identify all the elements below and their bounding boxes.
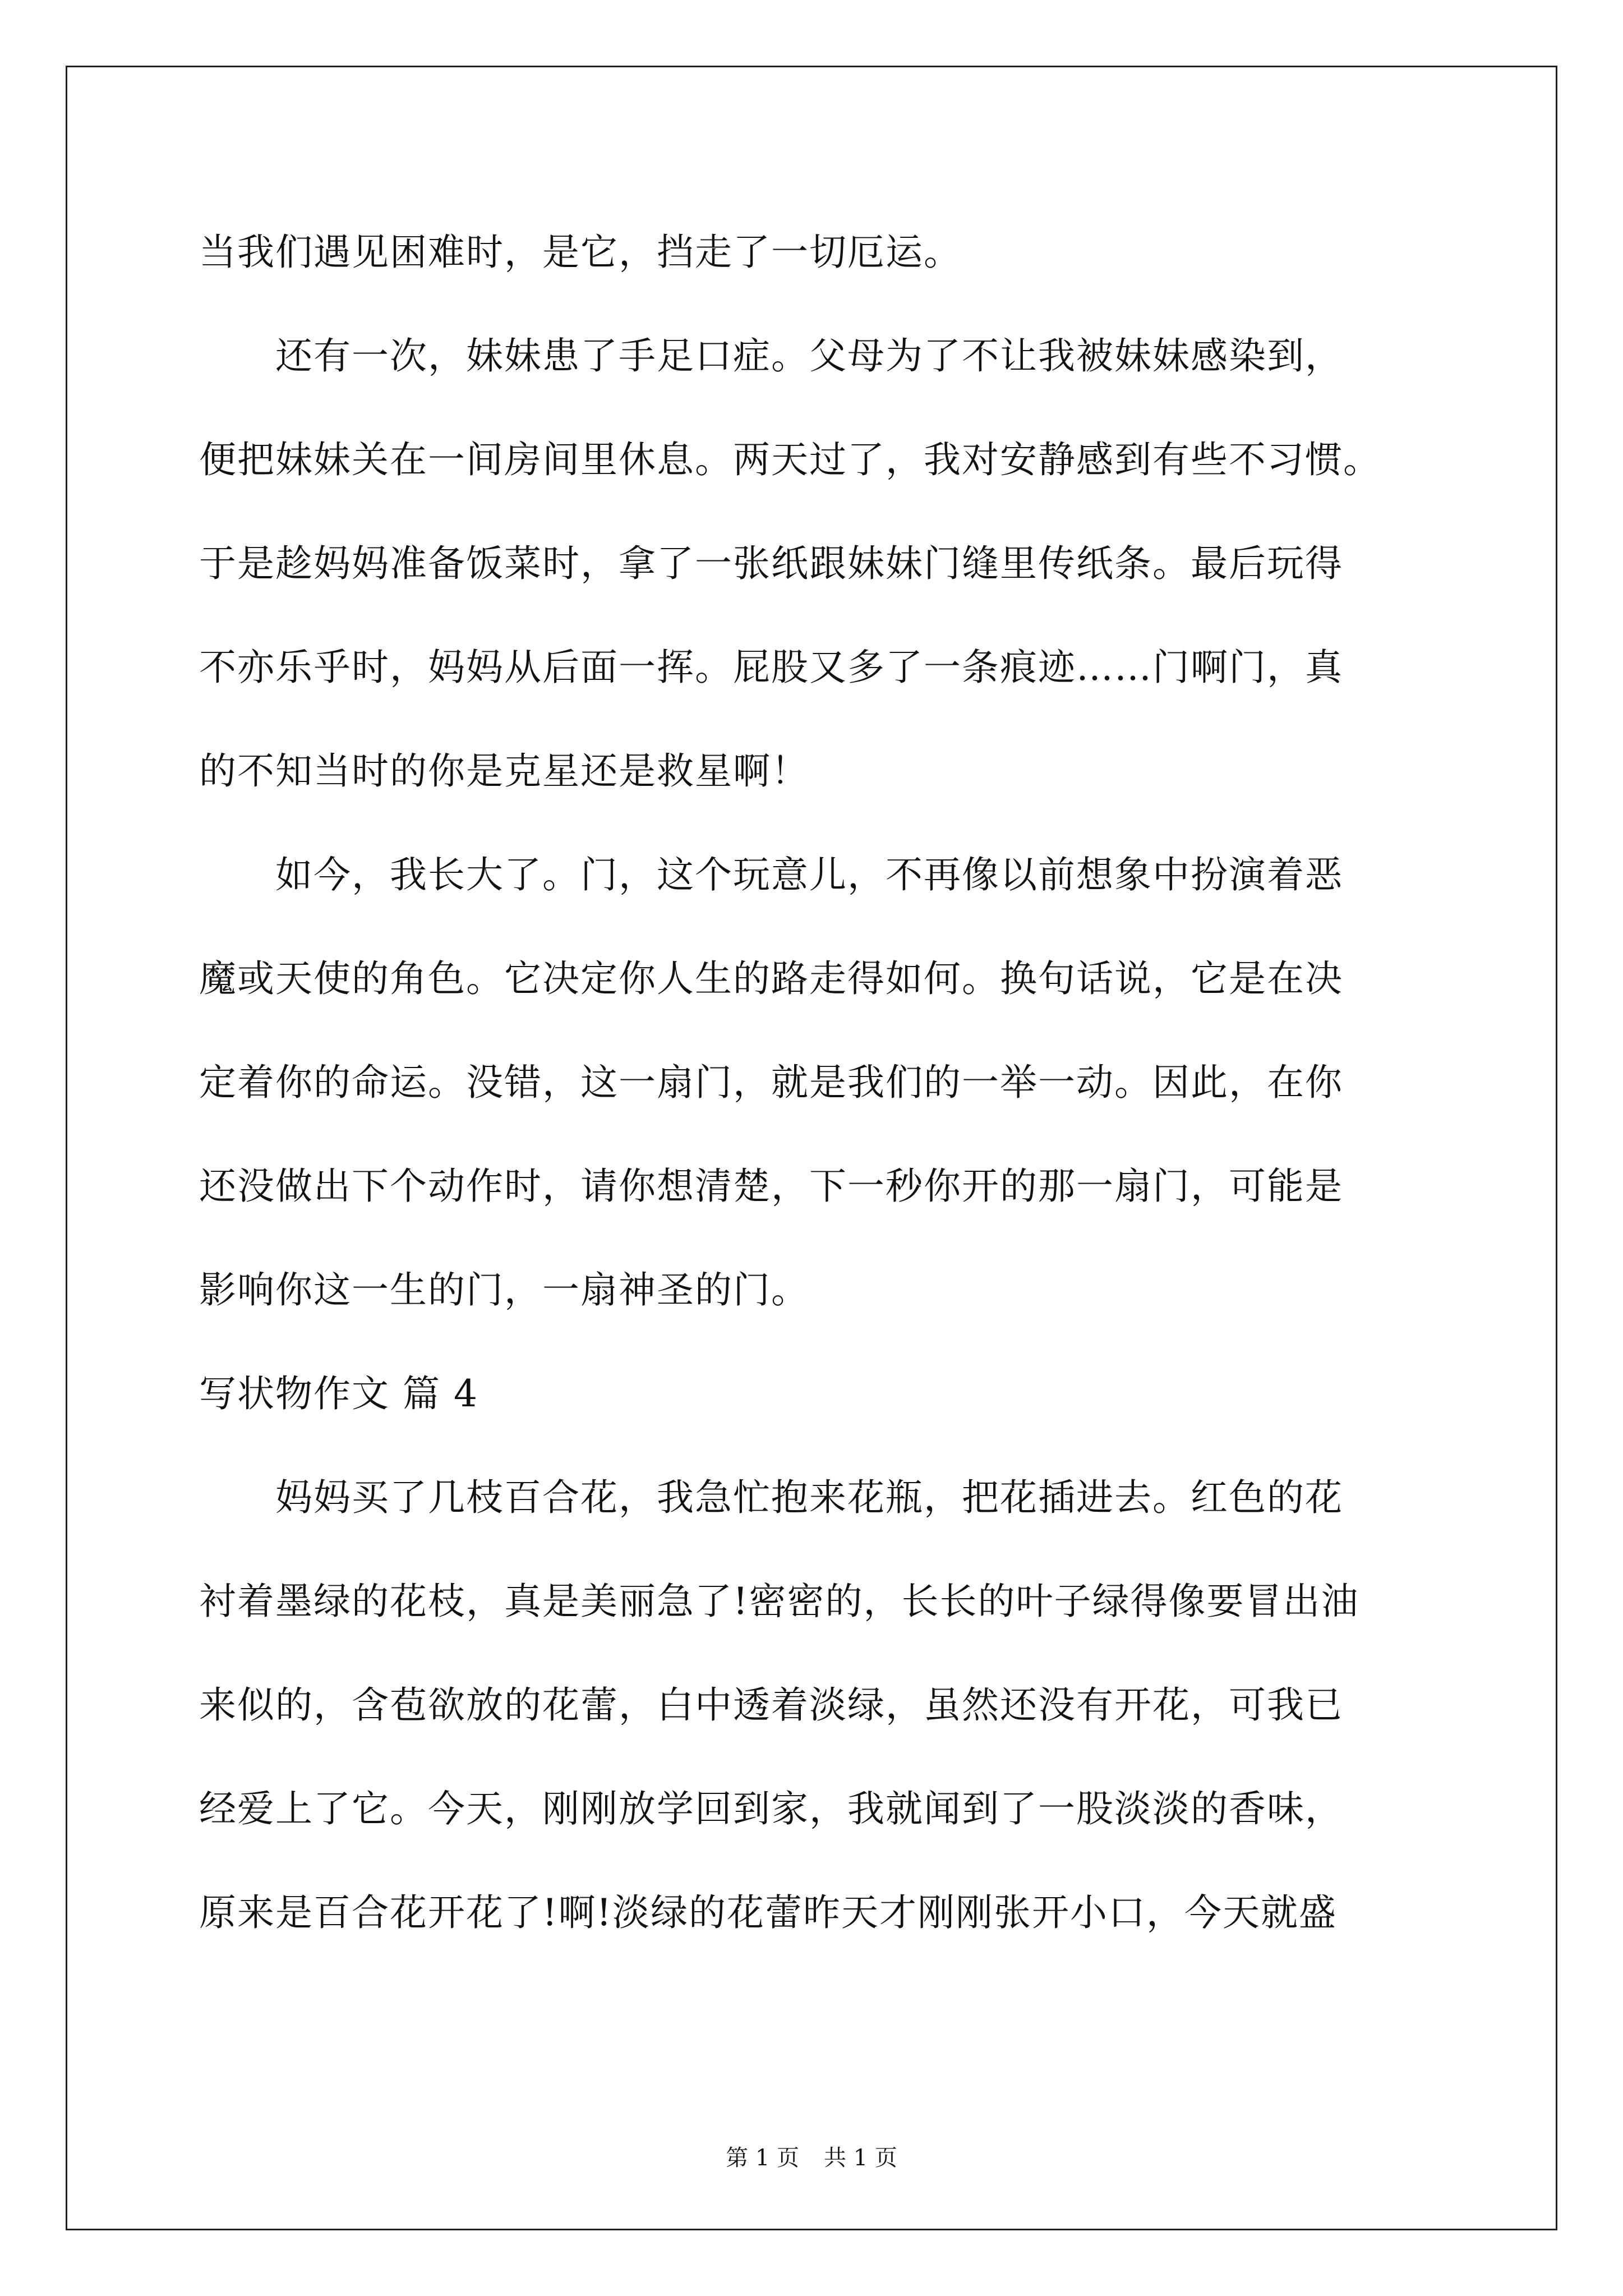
text-line: 原来是百合花开花了!啊!淡绿的花蕾昨天才刚刚张开小口，今天就盛: [199, 1891, 1338, 1934]
text-line: 便把妹妹关在一间房间里休息。两天过了，我对安静感到有些不习惯。: [199, 438, 1381, 481]
text-line: 定着你的命运。没错，这一扇门，就是我们的一举一动。因此，在你: [199, 1061, 1343, 1104]
text-line: 不亦乐乎时，妈妈从后面一挥。屁股又多了一条痕迹……门啊门，真: [199, 646, 1343, 689]
text-line: 妈妈买了几枝百合花，我急忙抱来花瓶，把花插进去。红色的花: [199, 1476, 1343, 1519]
text-line: 魔或天使的角色。它决定你人生的路走得如何。换句话说，它是在决: [199, 957, 1343, 1000]
text-line: 的不知当时的你是克星还是救星啊！: [199, 749, 809, 793]
text-line: 如今，我长大了。门，这个玩意儿，不再像以前想象中扮演着恶: [199, 853, 1343, 896]
page-number: 第 1 页: [726, 2145, 799, 2171]
page-footer: [0, 2144, 1623, 2172]
text-line: 于是趁妈妈准备饭菜时，拿了一张纸跟妹妹门缝里传纸条。最后玩得: [199, 542, 1343, 585]
text-line: 经爱上了它。今天，刚刚放学回到家，我就闻到了一股淡淡的香味，: [199, 1787, 1343, 1830]
text-line: 当我们遇见困难时，是它，挡走了一切厄运。: [199, 231, 962, 274]
text-line: 还没做出下个动作时，请你想清楚，下一秒你开的那一扇门，可能是: [199, 1165, 1343, 1208]
text-line: 衬着墨绿的花枝，真是美丽急了!密密的，长长的叶子绿得像要冒出油: [199, 1580, 1359, 1623]
text-line: 来似的，含苞欲放的花蕾，白中透着淡绿，虽然还没有开花，可我已: [199, 1683, 1343, 1727]
text-line: 还有一次，妹妹患了手足口症。父母为了不让我被妹妹感染到，: [199, 334, 1343, 378]
text-line: 影响你这一生的门，一扇神圣的门。: [199, 1268, 809, 1312]
section-heading: 写状物作文 篇 4: [199, 1372, 478, 1415]
page-total: 共 1 页: [824, 2145, 897, 2171]
